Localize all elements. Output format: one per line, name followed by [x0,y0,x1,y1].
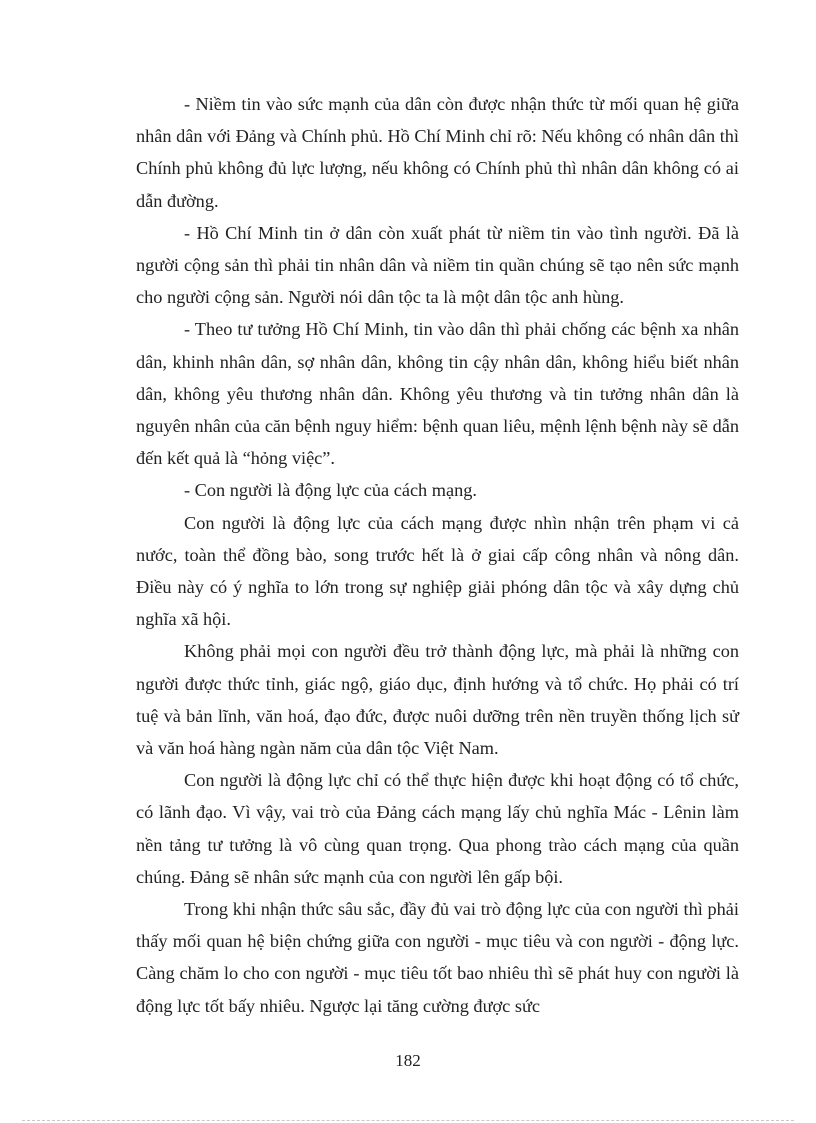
paragraph-people-as-driving-force-heading: - Con người là động lực của cách mạng. [184,480,477,501]
body-text [136,88,739,1022]
paragraph-driving-force-scope: Con người là động lực của cách mạng được nhìn nhận trên phạm vi cả nước, toàn thể đồng bào, song trước hết là ở giai cấp công nhân và nông dân. Điều này có ý nghĩa to lớn trong sự nghiệp giải phóng dân tộc và xây dựng chủ nghĩa xã hội. [136,512,739,630]
page-bottom-divider [22,1120,794,1121]
paragraph-trust-people-party: - Niềm tin vào sức mạnh của dân còn được nhận thức từ mối quan hệ giữa nhân dân với Đảng và Chính phủ. Hồ Chí Minh chỉ rõ: Nếu không có nhân dân thì Chính phủ không đủ lực lượng, nếu không có Chính phủ thì nhân dân không có ai dẫn đường. [136,94,739,211]
paragraph-dialectical-relationship: Trong khi nhận thức sâu sắc, đầy đủ vai trò động lực của con người thì phải thấy mối quan hệ biện chứng giữa con người - mục tiêu và con người - động lực. Càng chăm lo cho con người - mục tiêu tốt bao nhiêu thì sẽ phát huy con người là động lực tốt bấy nhiêu. Ngược lại tăng cường được sức [136,899,739,1016]
paragraph-party-leadership: Con người là động lực chỉ có thể thực hiện được khi hoạt động có tổ chức, có lãnh đạo. Vì vậy, vai trò của Đảng cách mạng lấy chủ nghĩa Mác - Lênin làm nền tảng tư tưởng là vô cùng quan trọng. Qua phong trào cách mạng của quần chúng. Đảng sẽ nhân sức mạnh của con người lên gấp bội. [136,770,739,887]
paragraph-fight-bureaucracy: - Theo tư tưởng Hồ Chí Minh, tin vào dân thì phải chống các bệnh xa nhân dân, khinh nhân dân, sợ nhân dân, không tin cậy nhân dân, không hiểu biết nhân dân, không yêu thương nhân dân. Không yêu thương và tin tưởng nhân dân là nguyên nhân của căn bệnh nguy hiểm: bệnh quan liêu, mệnh lệnh bệnh này sẽ dẫn đến kết quả là “hỏng việc”. [136,319,739,469]
page-number: 182 [395,1051,421,1070]
paragraph-awakened-people: Không phải mọi con người đều trở thành động lực, mà phải là những con người được thức tỉnh, giác ngộ, giáo dục, định hướng và tổ chức. Họ phải có trí tuệ và bản lĩnh, văn hoá, đạo đức, được nuôi dưỡng trên nền truyền thống lịch sử và văn hoá hàng ngàn năm của dân tộc Việt Nam. [136,641,739,759]
paragraph-trust-humanity: - Hồ Chí Minh tin ở dân còn xuất phát từ niềm tin vào tình người. Đã là người cộng sản thì phải tin nhân dân và niềm tin quần chúng sẽ tạo nên sức mạnh cho người cộng sản. Người nói dân tộc ta là một dân tộc anh hùng. [136,222,739,308]
